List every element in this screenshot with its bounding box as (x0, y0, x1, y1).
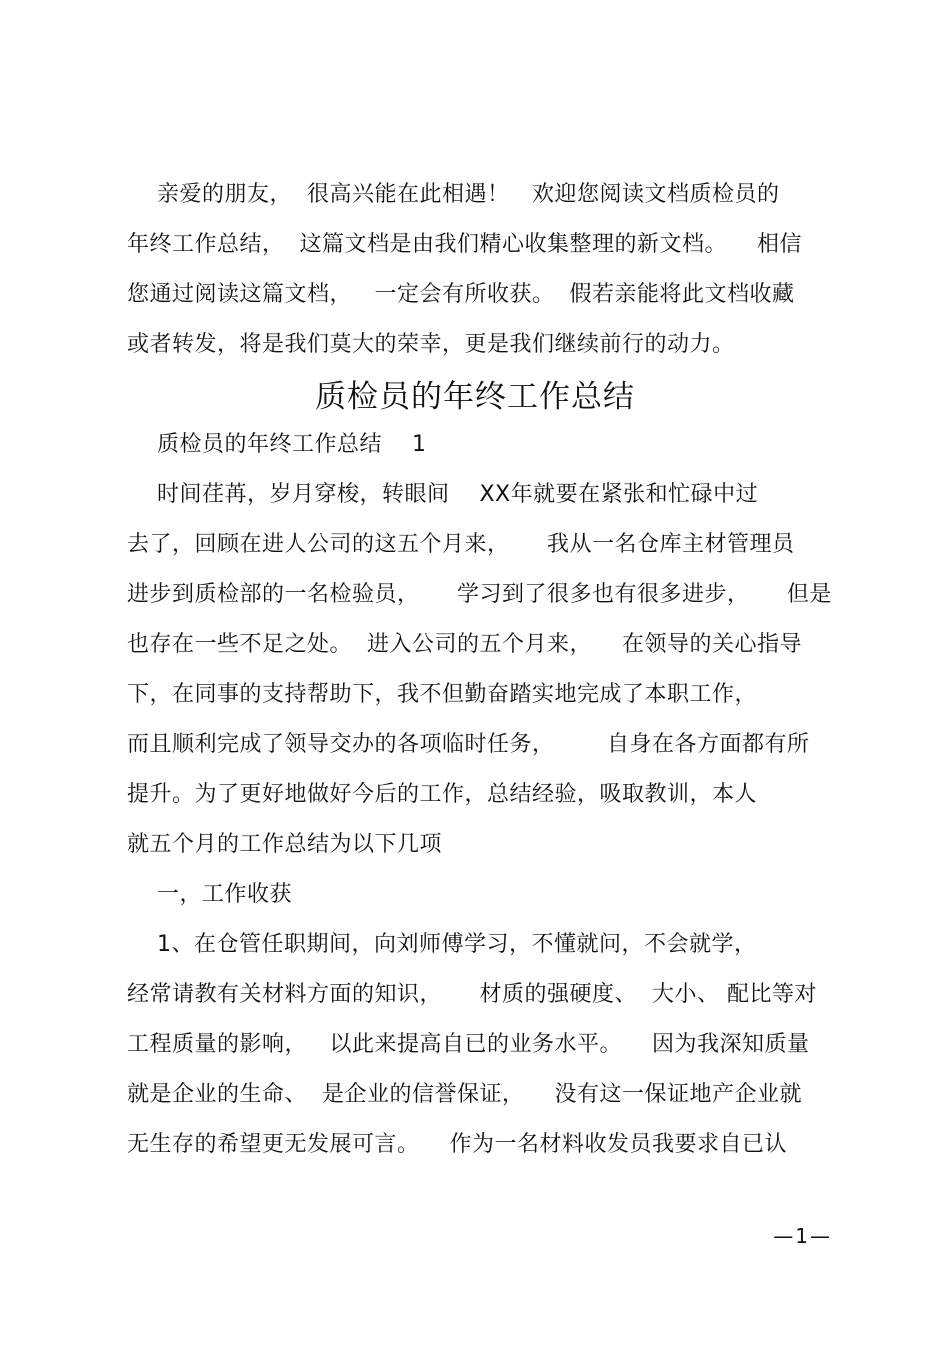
section-heading: 一，工作收获 (127, 882, 292, 907)
body-line-13: 就是企业的生命、 是企业的信誉保证， 没有这一保证地产企业就 (127, 1082, 802, 1107)
body-line-10: 1、在仓管任职期间，向刘师傅学习，不懂就问，不会就学， (127, 932, 757, 957)
body-line-12: 工程质量的影响， 以此来提高自已的业务水平。 因为我深知质量 (127, 1032, 810, 1057)
body-line-14: 无生存的希望更无发展可言。 作为一名材料收发员我要求自已认 (127, 1132, 787, 1157)
intro-line-1: 亲爱的朋友， 很高兴能在此相遇！ 欢迎您阅读文档质检员的 (127, 182, 780, 207)
body-line-3: 进步到质检部的一名检验员， 学习到了很多也有很多进步， 但是 (127, 582, 832, 607)
body-line-8: 就五个月的工作总结为以下几项 (127, 832, 443, 857)
body-line-2: 去了，回顾在进人公司的这五个月来， 我从一名仓库主材管理员 (127, 532, 795, 557)
intro-line-4: 或者转发，将是我们莫大的荣幸，更是我们继续前行的动力。 (127, 332, 735, 357)
body-line-1: 时间荏苒，岁月穿梭，转眼间 XX年就要在紧张和忙碌中过 (127, 482, 759, 507)
document-title: 质检员的年终工作总结 (315, 379, 635, 415)
body-line-7: 提升。为了更好地做好今后的工作，总结经验，吸取教训，本人 (127, 782, 758, 807)
page-number: —1— (773, 1224, 832, 1248)
body-line-11: 经常请教有关材料方面的知识， 材质的强硬度、 大小、 配比等对 (127, 982, 817, 1007)
intro-line-2: 年终工作总结， 这篇文档是由我们精心收集整理的新文档。 相信 (127, 232, 802, 257)
body-line-4: 也存在一些不足之处。 进入公司的五个月来， 在领导的关心指导 (127, 632, 802, 657)
subtitle-line: 质检员的年终工作总结 1 (127, 432, 427, 457)
body-line-5: 下，在同事的支持帮助下，我不但勤奋踏实地完成了本职工作， (127, 682, 758, 707)
intro-line-3: 您通过阅读这篇文档， 一定会有所收获。 假若亲能将此文档收藏 (127, 282, 795, 307)
body-line-6: 而且顺利完成了领导交办的各项临时任务， 自身在各方面都有所 (127, 732, 810, 757)
